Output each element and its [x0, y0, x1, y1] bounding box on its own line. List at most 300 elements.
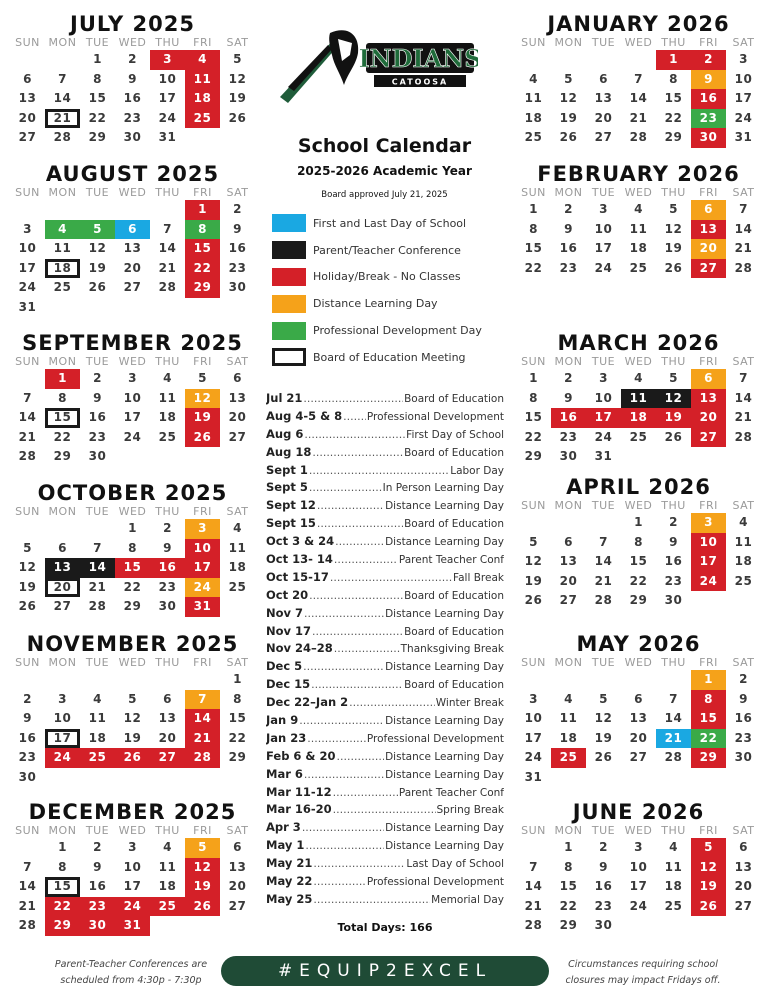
legend-item: [272, 264, 512, 291]
month-title: MARCH 2026: [557, 331, 720, 355]
day-cell: 2: [564, 202, 573, 216]
day-cell: 22: [45, 897, 80, 917]
event-row: [266, 856, 504, 874]
day-cell: 24: [524, 750, 543, 764]
month-block: [10, 481, 255, 617]
empty-cell: [115, 670, 150, 690]
day-cell: 8: [691, 690, 726, 710]
day-cell: 13: [158, 711, 177, 725]
legend: [272, 210, 512, 371]
day-cell: 24: [594, 429, 613, 444]
day-cell: 3: [23, 221, 32, 236]
day-cell: 19: [594, 730, 613, 745]
event-date: Apr 3: [266, 820, 301, 835]
month-title: FEBRUARY 2026: [537, 162, 740, 186]
day-cell: 3: [599, 202, 608, 216]
day-cell: 12: [88, 241, 107, 255]
day-cell: 5: [128, 691, 137, 706]
event-name: First Day of School: [406, 428, 504, 441]
day-cell: 12: [185, 858, 220, 878]
day-cell: 6: [23, 71, 32, 86]
weekday-label: THU: [155, 355, 180, 368]
event-name: Board of Education: [404, 625, 504, 638]
event-row: [266, 749, 504, 767]
event-name: Distance Learning Day: [385, 768, 504, 781]
day-cell: 14: [524, 879, 543, 893]
day-cell: 17: [629, 879, 648, 893]
day-cell: 16: [150, 558, 185, 578]
day-cell: 20: [734, 879, 753, 893]
day-cell: 1: [58, 840, 67, 854]
day-cell: 13: [734, 859, 753, 874]
leader-dots: [313, 857, 405, 870]
day-grid: [516, 369, 761, 467]
day-cell: 25: [629, 429, 648, 444]
weekday-label: TUE: [85, 505, 110, 518]
leader-dots: [303, 660, 384, 673]
day-cell: 11: [524, 91, 543, 105]
day-cell: 2: [739, 672, 748, 686]
day-cell: 9: [691, 70, 726, 90]
day-cell: 7: [669, 691, 678, 706]
event-name: Professional Development: [366, 876, 504, 889]
day-cell: 30: [594, 918, 613, 932]
day-cell: 5: [198, 371, 207, 385]
weekday-label: THU: [661, 186, 686, 199]
day-cell: 18: [621, 408, 656, 428]
weekday-header: [10, 505, 255, 519]
day-cell: 27: [691, 259, 726, 279]
day-cell: 1: [529, 371, 538, 385]
weekday-label: FRI: [699, 186, 718, 199]
day-cell: 6: [233, 840, 242, 854]
day-cell: 16: [18, 730, 37, 745]
day-cell: 21: [185, 729, 220, 749]
day-cell: 18: [664, 879, 683, 893]
weekday-label: TUE: [591, 824, 616, 837]
day-grid: [10, 200, 255, 317]
day-cell: 19: [185, 877, 220, 897]
weekday-label: SUN: [15, 186, 40, 199]
leader-dots: [335, 535, 384, 548]
weekday-label: THU: [661, 656, 686, 669]
weekday-label: FRI: [193, 36, 212, 49]
day-cell: 4: [163, 840, 172, 854]
event-name: Last Day of School: [406, 858, 504, 871]
day-cell: 7: [23, 859, 32, 874]
leader-dots: [313, 875, 366, 888]
empty-cell: [115, 200, 150, 220]
month-block: [10, 12, 255, 148]
day-cell: 12: [691, 858, 726, 878]
day-cell: 27: [228, 429, 247, 444]
day-cell: 21: [734, 410, 753, 424]
empty-cell: [45, 200, 80, 220]
empty-cell: [185, 670, 220, 690]
leader-dots: [304, 607, 384, 620]
empty-cell: [516, 670, 551, 690]
day-cell: 28: [18, 918, 37, 932]
event-date: Nov 17: [266, 623, 312, 638]
day-cell: 21: [629, 110, 648, 125]
day-cell: 6: [691, 200, 726, 220]
day-cell: 18: [185, 89, 220, 109]
day-cell: 14: [734, 390, 753, 405]
day-cell: 6: [634, 691, 643, 706]
day-cell: 5: [529, 534, 538, 549]
day-cell: 15: [115, 558, 150, 578]
event-date: Aug 4-5 & 8: [266, 408, 343, 423]
weekday-label: SAT: [732, 499, 755, 512]
event-name: Board of Education: [404, 446, 504, 459]
event-name: Spring Break: [436, 804, 504, 817]
event-row: [266, 874, 504, 892]
event-row: [266, 588, 504, 606]
day-cell: 24: [123, 429, 142, 444]
day-cell: 28: [629, 130, 648, 144]
weekday-label: MON: [554, 355, 583, 368]
weekday-header: [10, 656, 255, 670]
empty-cell: [551, 50, 586, 70]
empty-cell: [551, 513, 586, 533]
day-cell: 10: [691, 533, 726, 553]
day-cell: 19: [664, 241, 683, 255]
day-cell: 20: [691, 408, 726, 428]
day-grid: [10, 519, 255, 617]
day-cell: 6: [115, 220, 150, 240]
day-cell: 30: [228, 280, 247, 294]
empty-cell: [80, 519, 115, 539]
day-cell: 12: [559, 91, 578, 105]
day-cell: 21: [18, 898, 37, 913]
day-cell: 8: [233, 691, 242, 706]
empty-cell: [516, 838, 551, 858]
legend-swatch: [272, 322, 306, 340]
day-cell: 2: [669, 515, 678, 529]
empty-cell: [656, 670, 691, 690]
day-cell: 18: [158, 879, 177, 893]
weekday-label: WED: [624, 36, 653, 49]
day-cell: 11: [228, 540, 247, 555]
day-cell: 26: [185, 897, 220, 917]
day-cell: 10: [524, 711, 543, 725]
weekday-label: TUE: [85, 186, 110, 199]
empty-cell: [10, 200, 45, 220]
day-cell: 13: [691, 220, 726, 240]
day-cell: 20: [559, 573, 578, 588]
day-cell: 4: [93, 691, 102, 706]
day-cell: 11: [664, 859, 683, 874]
day-cell: 7: [529, 859, 538, 874]
weekday-label: SUN: [521, 499, 546, 512]
day-cell: 5: [599, 691, 608, 706]
day-cell: 8: [529, 390, 538, 405]
day-cell: 1: [45, 369, 80, 389]
day-cell: 23: [228, 260, 247, 275]
weekday-label: MON: [554, 656, 583, 669]
day-cell: 1: [93, 52, 102, 66]
weekday-label: FRI: [699, 355, 718, 368]
day-cell: 30: [123, 130, 142, 144]
legend-label: Board of Education Meeting: [313, 350, 466, 364]
weekday-label: TUE: [591, 186, 616, 199]
day-cell: 17: [185, 558, 220, 578]
day-cell: 29: [45, 916, 80, 936]
weekday-header: [516, 186, 761, 200]
day-cell: 26: [691, 897, 726, 917]
legend-swatch: [272, 348, 306, 366]
day-cell: 2: [128, 52, 137, 66]
empty-cell: [10, 369, 45, 389]
day-cell: 15: [88, 91, 107, 105]
day-cell: 22: [664, 110, 683, 125]
day-cell: 12: [123, 711, 142, 725]
day-cell: 30: [664, 593, 683, 607]
day-cell: 22: [185, 259, 220, 279]
day-cell: 10: [629, 859, 648, 874]
event-name: Distance Learning Day: [385, 500, 504, 513]
day-cell: 23: [691, 109, 726, 129]
day-cell: 20: [123, 260, 142, 275]
day-cell: 16: [228, 241, 247, 255]
day-cell: 2: [599, 840, 608, 854]
day-cell: 11: [734, 534, 753, 549]
month-block: [10, 162, 255, 317]
event-name: Professional Development: [366, 732, 504, 745]
day-cell: 13: [18, 91, 37, 105]
day-cell: 21: [88, 579, 107, 594]
weekday-label: THU: [661, 824, 686, 837]
day-cell: 23: [80, 897, 115, 917]
event-date: Dec 15: [266, 677, 311, 692]
weekday-header: [10, 36, 255, 50]
day-cell: 3: [128, 371, 137, 385]
day-cell: 30: [88, 449, 107, 463]
day-cell: 28: [88, 599, 107, 613]
day-cell: 24: [115, 897, 150, 917]
day-cell: 23: [88, 429, 107, 444]
day-cell: 9: [564, 390, 573, 405]
day-cell: 4: [564, 691, 573, 706]
weekday-label: MON: [554, 824, 583, 837]
day-cell: 29: [691, 748, 726, 768]
month-title: OCTOBER 2025: [37, 481, 228, 505]
day-cell: 17: [594, 241, 613, 255]
academic-year: 2025-2026 Academic Year: [297, 164, 472, 178]
empty-cell: [80, 200, 115, 220]
weekday-label: WED: [624, 499, 653, 512]
day-cell: 27: [18, 130, 37, 144]
day-cell: 9: [739, 691, 748, 706]
day-cell: 8: [58, 859, 67, 874]
month-block: [10, 800, 255, 936]
day-cell: 27: [53, 599, 72, 613]
day-cell: 14: [80, 558, 115, 578]
weekday-label: THU: [661, 36, 686, 49]
weekday-label: SAT: [226, 656, 249, 669]
day-cell: 9: [233, 221, 242, 236]
day-cell: 27: [594, 130, 613, 144]
day-cell: 7: [739, 371, 748, 385]
day-cell: 26: [88, 280, 107, 294]
day-cell: 28: [185, 748, 220, 768]
weekday-label: FRI: [193, 505, 212, 518]
weekday-label: FRI: [699, 36, 718, 49]
day-cell: 25: [664, 898, 683, 913]
event-name: Distance Learning Day: [385, 607, 504, 620]
day-cell: 14: [629, 91, 648, 105]
legend-label: Professional Development Day: [313, 324, 482, 338]
day-cell: 23: [594, 898, 613, 913]
day-cell: 3: [128, 840, 137, 854]
legend-swatch: [272, 268, 306, 286]
weekday-label: TUE: [85, 355, 110, 368]
empty-cell: [516, 50, 551, 70]
day-cell: 29: [185, 278, 220, 298]
day-cell: 21: [524, 898, 543, 913]
day-cell: 2: [163, 521, 172, 535]
day-cell: 11: [621, 389, 656, 409]
day-cell: 26: [228, 110, 247, 125]
event-name: Winter Break: [435, 697, 504, 710]
legend-label: First and Last Day of School: [313, 216, 467, 230]
day-cell: 1: [233, 672, 242, 686]
leader-dots: [349, 696, 435, 709]
day-cell: 22: [123, 579, 142, 594]
legend-item: [272, 210, 512, 237]
weekday-label: FRI: [193, 824, 212, 837]
event-row: [266, 731, 504, 749]
event-name: Distance Learning Day: [385, 840, 504, 853]
legend-swatch: [272, 241, 306, 259]
day-cell: 20: [158, 730, 177, 745]
day-cell: 24: [594, 260, 613, 275]
day-cell: 5: [669, 371, 678, 385]
weekday-label: MON: [554, 499, 583, 512]
leader-dots: [334, 642, 400, 655]
day-cell: 19: [123, 730, 142, 745]
day-cell: 26: [18, 599, 37, 613]
day-cell: 26: [664, 429, 683, 444]
day-cell: 10: [594, 221, 613, 236]
legend-item: [272, 290, 512, 317]
day-cell: 16: [664, 554, 683, 568]
day-cell: 29: [559, 918, 578, 932]
event-name: Labor Day: [450, 464, 504, 477]
leader-dots: [303, 392, 403, 405]
day-cell: 3: [150, 50, 185, 70]
legend-label: Distance Learning Day: [313, 297, 438, 311]
day-cell: 22: [691, 729, 726, 749]
day-cell: 31: [115, 916, 150, 936]
event-date: Sept 1: [266, 462, 308, 477]
day-cell: 25: [629, 260, 648, 275]
day-cell: 29: [53, 449, 72, 463]
weekday-label: SUN: [15, 355, 40, 368]
day-cell: 27: [734, 898, 753, 913]
day-cell: 3: [58, 691, 67, 706]
month-block: [516, 632, 761, 787]
leader-dots: [309, 481, 382, 494]
weekday-label: SAT: [226, 824, 249, 837]
legend-item: [272, 344, 512, 371]
event-row: [266, 820, 504, 838]
day-cell: 26: [115, 748, 150, 768]
event-row: [266, 570, 504, 588]
month-title: AUGUST 2025: [45, 162, 220, 186]
day-cell: 25: [524, 130, 543, 144]
day-cell: 15: [691, 709, 726, 729]
weekday-label: SAT: [732, 36, 755, 49]
day-cell: 11: [158, 390, 177, 405]
weekday-label: WED: [624, 355, 653, 368]
day-cell: 6: [691, 369, 726, 389]
event-row: [266, 427, 504, 445]
event-date: May 1: [266, 838, 305, 853]
closure-note: Circumstances requiring school closures may impact Fridays off.: [565, 959, 721, 986]
day-cell: 25: [53, 280, 72, 294]
event-row: [266, 767, 504, 785]
weekday-label: SUN: [15, 505, 40, 518]
day-cell: 17: [158, 91, 177, 105]
day-cell: 2: [233, 202, 242, 216]
day-grid: [516, 838, 761, 936]
day-cell: 29: [228, 750, 247, 764]
day-cell: 5: [669, 202, 678, 216]
event-name: Board of Education: [404, 518, 504, 531]
day-cell: 10: [123, 859, 142, 874]
weekday-label: SUN: [521, 824, 546, 837]
day-cell: 10: [594, 390, 613, 405]
event-date: Jul 21: [266, 391, 303, 405]
day-cell: 14: [53, 91, 72, 105]
weekday-label: FRI: [699, 656, 718, 669]
event-date: Sept 5: [266, 480, 308, 495]
day-cell: 1: [634, 515, 643, 529]
day-cell: 8: [128, 540, 137, 555]
day-cell: 17: [734, 91, 753, 105]
logo-text: INDIANS: [358, 44, 478, 73]
weekday-label: FRI: [193, 186, 212, 199]
month-title: JUNE 2026: [572, 800, 705, 824]
day-cell: 12: [185, 389, 220, 409]
weekday-header: [10, 824, 255, 838]
day-cell: 8: [669, 71, 678, 86]
weekday-label: TUE: [591, 36, 616, 49]
day-cell: 30: [559, 449, 578, 463]
day-cell: 23: [664, 573, 683, 588]
weekday-label: TUE: [591, 656, 616, 669]
event-row: [266, 802, 504, 820]
event-date: Mar 16-20: [266, 802, 332, 817]
day-cell: 25: [551, 748, 586, 768]
weekday-label: SUN: [15, 656, 40, 669]
day-cell: 28: [18, 449, 37, 463]
event-name: Distance Learning Day: [385, 750, 504, 763]
day-cell: 5: [233, 52, 242, 66]
weekday-label: THU: [155, 186, 180, 199]
weekday-header: [516, 656, 761, 670]
day-cell: 15: [228, 711, 247, 725]
day-cell: 25: [158, 429, 177, 444]
day-cell: 3: [529, 691, 538, 706]
leader-dots: [299, 714, 384, 727]
day-cell: 8: [58, 390, 67, 405]
day-grid: [516, 50, 761, 148]
day-cell: 9: [128, 71, 137, 86]
day-cell: 12: [18, 560, 37, 574]
event-name: Professional Development: [366, 410, 504, 423]
